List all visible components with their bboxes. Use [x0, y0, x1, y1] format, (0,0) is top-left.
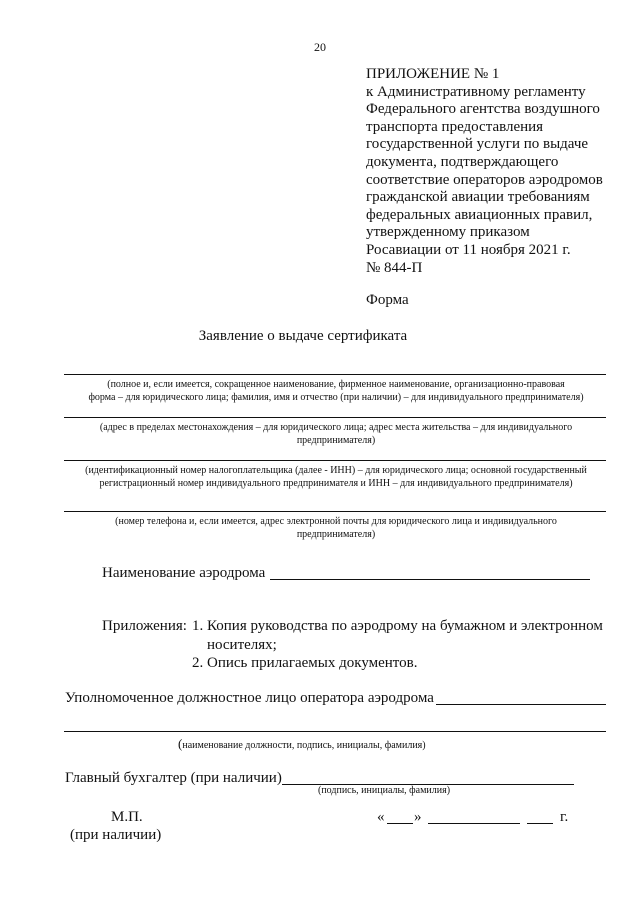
document-title: Заявление о выдаче сертификата [198, 328, 408, 344]
appendix-line: № 844-П [366, 259, 423, 276]
official-signature-field[interactable] [436, 704, 606, 705]
appendix-line: утвержденному приказом [366, 224, 530, 241]
official-details-line[interactable] [64, 731, 606, 732]
stamp-note: (при наличии) [70, 827, 162, 843]
address-caption: (адрес в пределах местонахождения – для юридического лица; адрес места жительства – для индивидуального предпринимателя) [99, 422, 573, 446]
appendix-line: федеральных авиационных правил, [366, 206, 593, 223]
official-label: Уполномоченное должностное лицо оператора аэродрома [65, 690, 434, 706]
date-month-field[interactable] [428, 823, 520, 824]
appendix-line: транспорта предоставления [366, 118, 544, 135]
date-close-quote: » [414, 809, 422, 825]
official-caption: (наименование должности, подпись, инициалы, фамилия) [178, 736, 426, 751]
address-line[interactable] [64, 417, 606, 418]
date-open-quote: « [377, 809, 385, 825]
attachment-item-1-cont: носителях; [207, 637, 277, 653]
appendix-line: документа, подтверждающего [366, 153, 559, 170]
accountant-label: Главный бухгалтер (при наличии) [65, 770, 282, 786]
accountant-caption: (подпись, инициалы, фамилия) [318, 785, 451, 796]
inn-caption: (идентификационный номер налогоплательщика (далее - ИНН) – для юридического лица; основной государственный регистрационный номер индивидуального предпринимателя и ИНН – для индивидуального предпринимателя) [85, 465, 587, 489]
appendix-line: ПРИЛОЖЕНИЕ № 1 [366, 66, 500, 82]
aerodrome-label: Наименование аэродрома [102, 565, 266, 581]
applicant-name-caption: (полное и, если имеется, сокращенное наименование, фирменное наименование, организационно-правовая форма – для юридического лица; фамилия, имя и отчество (при наличии) – для индивидуального предпринимателя) [88, 379, 584, 403]
form-label: Форма [366, 292, 409, 308]
appendix-line: Федерального агентства воздушного [366, 101, 600, 118]
appendix-line: государственной услуги по выдаче [366, 136, 589, 153]
page-number: 20 [314, 40, 326, 54]
appendix-line: к Административному регламенту [366, 83, 586, 100]
attachment-item-2: 2. Опись прилагаемых документов. [192, 655, 418, 671]
applicant-name-line[interactable] [64, 374, 606, 375]
aerodrome-name-field[interactable] [270, 579, 590, 580]
contact-line[interactable] [64, 511, 606, 512]
attachments-label: Приложения: [102, 618, 187, 634]
date-day-field[interactable] [387, 823, 413, 824]
date-year-suffix: г. [560, 809, 569, 825]
inn-line[interactable] [64, 460, 606, 461]
appendix-line: гражданской авиации требованиям [366, 189, 590, 206]
contact-caption: (номер телефона и, если имеется, адрес электронной почты для юридического лица и индивидуального предпринимателя) [115, 516, 557, 540]
attachment-item-1: 1. Копия руководства по аэродрому на бумажном и электронном [192, 618, 603, 634]
stamp-label: М.П. [111, 809, 143, 825]
appendix-header [366, 66, 636, 277]
appendix-line: Росавиации от 11 ноября 2021 г. [366, 241, 571, 258]
appendix-line: соответствие операторов аэродромов [366, 171, 603, 188]
date-year-field[interactable] [527, 823, 553, 824]
